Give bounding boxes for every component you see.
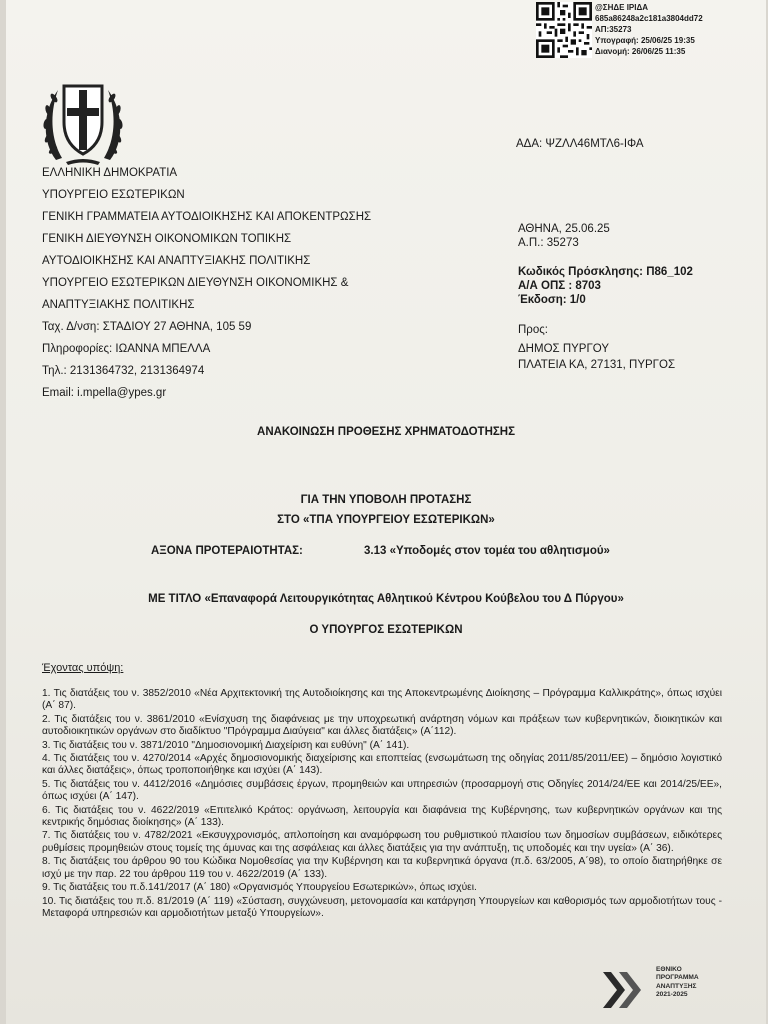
document-subtitle: ΓΙΑ ΤΗΝ ΥΠΟΒΟΛΗ ΠΡΟΤΑΣΗΣ — [300, 494, 472, 506]
recipient-address: ΠΛΑΤΕΙΑ ΚΑ, 27131, ΠΥΡΓΟΣ — [518, 359, 676, 371]
stamp-line: Διανομή: 26/06/25 11:35 — [595, 47, 686, 56]
list-item: 10. Τις διατάξεις του π.δ. 81/2019 (Α΄ 119) «Σύσταση, συγχώνευση, μετονομασία και κατάργηση Υπουργείων και καθορισμός των αρμοδιοτήτων τους - Μεταφορά υπηρεσιών και αρμοδιοτήτων μεταξύ Υπουργείων». — [42, 895, 722, 919]
document-page — [6, 0, 766, 1024]
stamp-line: Υπογραφή: 25/06/25 19:35 — [595, 36, 695, 45]
minister-heading: Ο ΥΠΟΥΡΓΟΣ ΕΣΩΤΕΡΙΚΩΝ — [309, 624, 463, 636]
list-item: 5. Τις διατάξεις του ν. 4412/2016 «Δημόσιες συμβάσεις έργων, προμηθειών και υπηρεσιών (προσαρμογή στις Οδηγίες 2014/24/ΕΕ και 2014/25/ΕΕ», όπως ισχύει (Α΄ 147). — [42, 778, 722, 803]
priority-axis-label: ΑΞΟΝΑ ΠΡΟΤΕΡΑΙΟΤΗΤΑΣ: — [151, 545, 303, 557]
ada-code: ΑΔΑ: ΨΖΛΛ46ΜΤΛ6-ΙΦΑ — [516, 138, 644, 150]
stamp-line: 685a86248a2c181a3804dd72 — [595, 14, 703, 23]
sender-line: ΑΥΤΟΔΙΟΙΚΗΣΗΣ ΚΑΙ ΑΝΑΠΤΥΞΙΑΚΗΣ ΠΟΛΙΤΙΚΗΣ — [42, 255, 311, 267]
project-title: ΜΕ ΤΙΤΛΟ «Επαναφορά Λειτουργικότητας Αθλητικού Κέντρου Κούβελου του Δ Πύργου» — [148, 593, 624, 605]
document-subtitle-program: ΣΤΟ «ΤΠΑ ΥΠΟΥΡΓΕΙΟΥ ΕΣΩΤΕΡΙΚΩΝ» — [277, 514, 495, 526]
logo-line: 2021-2025 — [656, 991, 688, 999]
stamp-line: @ΣΗΔΕ ΙΡΙΔΑ — [595, 3, 648, 12]
logo-line: ΠΡΟΓΡΑΜΜΑ — [656, 974, 699, 982]
sender-line: ΓΕΝΙΚΗ ΓΡΑΜΜΑΤΕΙΑ ΑΥΤΟΔΙΟΙΚΗΣΗΣ ΚΑΙ ΑΠΟΚΕΝΤΡΩΣΗΣ — [42, 211, 372, 223]
list-item: 8. Τις διατάξεις του άρθρου 90 του Κώδικα Νομοθεσίας για την Κυβέρνηση και τα κυβερνητικά όργανα (π.δ. 63/2005, Α΄98), το οποίο διατηρήθηκε σε ισχύ με την παρ. 22 του άρθρου 119 του ν. 4622/2019 (Α΄ 133). — [42, 856, 722, 880]
invitation-block — [518, 265, 693, 307]
ops-id: Α/Α ΟΠΣ : 8703 — [518, 280, 601, 292]
recipient-block — [518, 322, 675, 373]
date-protocol-block — [518, 222, 610, 250]
list-item: 2. Τις διατάξεις του ν. 3861/2010 «Ενίσχυση της διαφάνειας με την υποχρεωτική ανάρτηση νόμων και πράξεων των κυβερνητικών, διοικητικών και αυτοδιοικητικών οργάνων στο διαδίκτυο "Πρόγραμμα Διαύγεια" και άλλες διατάξεις» (Α΄112). — [42, 713, 722, 738]
sender-line: ΑΝΑΠΤΥΞΙΑΚΗΣ ΠΟΛΙΤΙΚΗΣ — [42, 299, 195, 311]
sender-line: ΓΕΝΙΚΗ ΔΙΕΥΘΥΝΣΗ ΟΙΚΟΝΟΜΙΚΩΝ ΤΟΠΙΚΗΣ — [42, 233, 292, 245]
list-item: 4. Τις διατάξεις του ν. 4270/2014 «Αρχές δημοσιονομικής διαχείρισης και εποπτείας (ενσωμάτωση της οδηγίας 2011/85/2011/ΕΕ) – δημόσιο λογιστικό και άλλες διατάξεις», όπως τροποποιήθηκε και ισχύει (Α΄ 143). — [42, 753, 722, 777]
sender-block — [42, 162, 371, 404]
logo-line: ΕΘΝΙΚΟ — [656, 966, 682, 973]
sender-line: ΕΛΛΗΝΙΚΗ ΔΗΜΟΚΡΑΤΙΑ — [42, 167, 178, 179]
recipient-name: ΔΗΜΟΣ ΠΥΡΓΟΥ — [518, 343, 610, 355]
list-item: 7. Τις διατάξεις του ν. 4782/2021 «Εκσυγχρονισμός, απλοποίηση και αναμόρφωση του ρυθμιστικού πλαισίου των δημοσίων συμβάσεων, ειδικότερες ρυθμίσεις προμηθειών στους τομείς της άμυνας και της ασφάλειας και άλλες διατάξεις για την ανάπτυξη, τις υποδομές και την υγεία» (Α΄ 36). — [42, 830, 722, 854]
protocol-number: Α.Π.: 35273 — [518, 237, 579, 249]
logo-text — [656, 966, 699, 1000]
digital-signature-stamp — [595, 2, 703, 57]
list-item: 1. Τις διατάξεις του ν. 3852/2010 «Νέα Αρχιτεκτονική της Αυτοδιοίκησης και της Αποκεντρωμένης Διοίκησης – Πρόγραμμα Καλλικράτης», όπως ισχύει (Α΄ 87). — [42, 688, 722, 712]
sender-line: ΥΠΟΥΡΓΕΙΟ ΕΣΩΤΕΡΙΚΩΝ — [42, 189, 185, 201]
qr-code-icon — [536, 2, 592, 58]
having-regard-heading: Έχοντας υπόψη: — [42, 662, 124, 674]
logo-line: ΑΝΑΠΤΥΞΗΣ — [656, 982, 697, 990]
sender-address: Ταχ. Δ/νση: ΣΤΑΔΙΟΥ 27 ΑΘΗΝΑ, 105 59 — [42, 321, 252, 333]
priority-axis-value: 3.13 «Υποδομές στον τομέα του αθλητισμού» — [364, 545, 610, 557]
sender-contact-person: Πληροφορίες: ΙΩΑΝΝΑ ΜΠΕΛΛΑ — [42, 343, 211, 355]
list-item: 9. Τις διατάξεις του π.δ.141/2017 (Α΄ 180) «Οργανισμός Υπουργείου Εσωτερικών», όπως ισχύει. — [42, 882, 477, 894]
version: Έκδοση: 1/0 — [518, 294, 586, 306]
list-item: 3. Τις διατάξεις του ν. 3871/2010 "Δημοσιονομική Διαχείριση και ευθύνη" (Α΄ 141). — [42, 739, 410, 751]
sender-email: Email: i.mpella@ypes.gr — [42, 387, 167, 399]
document-title: ΑΝΑΚΟΙΝΩΣΗ ΠΡΟΘΕΣΗΣ ΧΡΗΜΑΤΟΔΟΤΗΣΗΣ — [257, 426, 515, 438]
stamp-line: ΑΠ:35273 — [595, 25, 632, 34]
greek-coat-of-arms-icon — [36, 72, 130, 168]
legal-basis-list — [42, 688, 722, 921]
invitation-code: Κωδικός Πρόσκλησης: Π86_102 — [518, 266, 693, 278]
list-item: 6. Τις διατάξεις του ν. 4622/2019 «Επιτελικό Κράτος: οργάνωση, λειτουργία και διαφάνεια της Κυβέρνησης, των κυβερνητικών οργάνων και της κεντρικής δημόσιας διοίκησης» (Α΄ 133). — [42, 804, 722, 829]
sender-line: ΥΠΟΥΡΓΕΙΟ ΕΣΩΤΕΡΙΚΩΝ ΔΙΕΥΘΥΝΣΗ ΟΙΚΟΝΟΜΙΚΗΣ & — [42, 277, 349, 289]
sender-phone: Τηλ.: 2131364732, 2131364974 — [42, 365, 205, 377]
document-date: ΑΘΗΝΑ, 25.06.25 — [518, 223, 610, 235]
recipient-label: Προς: — [518, 324, 548, 336]
